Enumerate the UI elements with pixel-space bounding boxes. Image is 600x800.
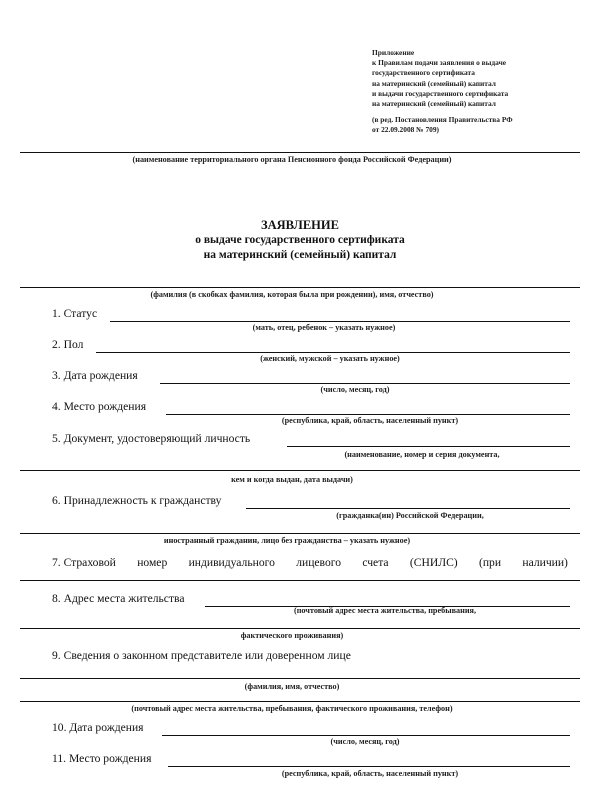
snils-label	[52, 556, 568, 569]
representative-address-hint: (почтовый адрес места жительства, пребывания, фактического проживания, телефон)	[131, 704, 453, 713]
snils-word: (при	[478, 556, 502, 569]
status-line[interactable]	[110, 321, 570, 322]
snils-word: счета	[362, 556, 389, 569]
snils-word: номер	[137, 556, 168, 569]
sex-hint: (женский, мужской – указать нужное)	[260, 354, 400, 363]
appendix-note	[372, 48, 582, 136]
representative-name-hint: (фамилия, имя, отчество)	[244, 682, 340, 691]
rep-birth-date-hint: (число, месяц, год)	[330, 737, 400, 746]
page-title: ЗАЯВЛЕНИЕ	[261, 218, 339, 232]
rep-birth-place-hint: (республика, край, область, населенный пункт)	[281, 769, 459, 778]
full-name-line[interactable]	[20, 287, 580, 288]
id-document-issued-line[interactable]	[20, 470, 580, 471]
rep-birth-place-line[interactable]	[168, 766, 570, 767]
citizenship-line[interactable]	[246, 508, 570, 509]
org-name-line[interactable]	[20, 152, 580, 153]
page-subtitle: на материнский (семейный) капитал	[203, 249, 397, 261]
page-subtitle: о выдаче государственного сертификата	[195, 234, 405, 246]
appendix-line: и выдачи государственного сертификата	[372, 88, 509, 98]
address-hint: (почтовый адрес места жительства, пребывания,	[293, 606, 477, 615]
id-document-issued-hint: кем и когда выдан, дата выдачи)	[231, 475, 353, 484]
status-hint: (мать, отец, ребенок – указать нужное)	[252, 323, 396, 332]
sex-line[interactable]	[96, 352, 570, 353]
snils-word: наличии)	[522, 556, 568, 569]
snils-word: (СНИЛС)	[409, 556, 458, 569]
sex-label: 2. Пол	[52, 338, 84, 351]
appendix-line: Приложение	[372, 48, 415, 57]
rep-birth-date-line[interactable]	[162, 735, 570, 736]
full-name-hint: (фамилия (в скобках фамилия, которая была при рождении), имя, отчество)	[150, 290, 434, 299]
id-document-hint: (наименование, номер и серия документа,	[344, 450, 500, 459]
representative-label: 9. Сведения о законном представителе или доверенном лице	[52, 649, 351, 662]
snils-word: лицевого	[296, 556, 341, 569]
birth-date-hint: (число, месяц, год)	[320, 385, 390, 394]
id-document-line[interactable]	[287, 446, 570, 447]
revision-line: (в ред. Постановления Правительства РФ	[372, 115, 513, 125]
address-line-2[interactable]	[20, 628, 580, 629]
snils-line[interactable]	[20, 580, 580, 581]
appendix-line: государственного сертификата	[372, 68, 475, 78]
birth-date-label: 3. Дата рождения	[52, 369, 138, 382]
snils-word: индивидуального	[188, 556, 275, 569]
address-label: 8. Адрес места жительства	[52, 592, 185, 605]
org-name-hint: (наименование территориального органа Пенсионного фонда Российской Федерации)	[132, 155, 452, 164]
revision-line: от 22.09.2008 № 709)	[372, 125, 440, 135]
citizenship-line-2[interactable]	[20, 533, 580, 534]
rep-birth-date-label: 10. Дата рождения	[52, 721, 144, 734]
birth-place-line[interactable]	[166, 414, 570, 415]
birth-place-label: 4. Место рождения	[52, 400, 147, 413]
id-document-label: 5. Документ, удостоверяющий личность	[52, 432, 251, 445]
birth-date-line[interactable]	[160, 383, 570, 384]
appendix-line: к Правилам подачи заявления о выдаче	[372, 58, 507, 68]
address-hint-2: фактического проживания)	[240, 631, 344, 640]
appendix-line: на материнский (семейный) капитал	[372, 78, 496, 88]
citizenship-hint: (гражданка(ин) Российской Федерации,	[336, 511, 484, 520]
snils-word: 7. Страховой	[52, 556, 116, 569]
birth-place-hint: (республика, край, область, населенный пункт)	[281, 416, 459, 425]
representative-address-line[interactable]	[20, 701, 580, 702]
appendix-line: на материнский (семейный) капитал	[372, 99, 496, 109]
rep-birth-place-label: 11. Место рождения	[52, 752, 152, 765]
status-label: 1. Статус	[52, 307, 98, 320]
citizenship-label: 6. Принадлежность к гражданству	[52, 494, 222, 507]
representative-name-line[interactable]	[20, 678, 580, 679]
citizenship-hint-2: иностранный гражданин, лицо без гражданства – указать нужное)	[163, 536, 411, 545]
